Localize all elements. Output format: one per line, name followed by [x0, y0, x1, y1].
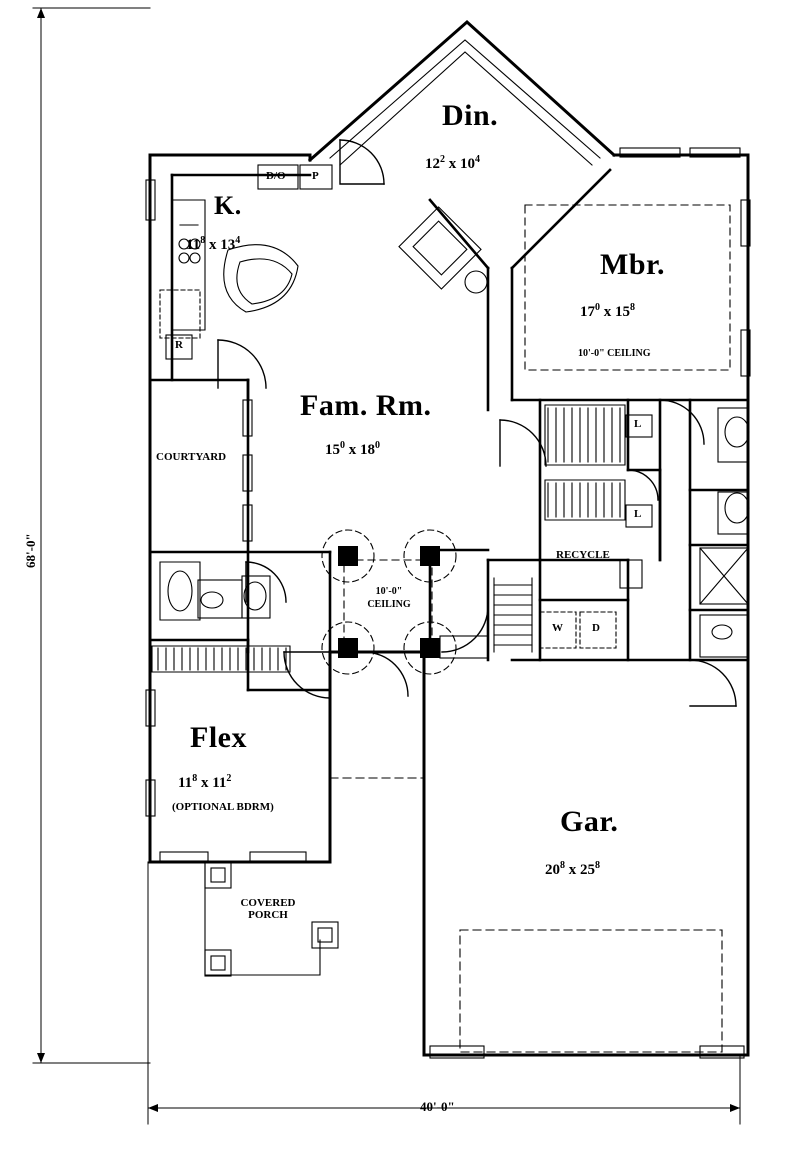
kitchen-x: x [208, 237, 217, 253]
kitchen-depth-in: 4 [235, 235, 241, 246]
dining-x: x [448, 156, 457, 172]
porch-line2: PORCH [248, 908, 288, 921]
area-label-courtyard: COURTYARD [156, 451, 227, 463]
foyer-ceiling-word: CEILING [367, 598, 411, 610]
room-label-kitchen: K. [214, 191, 242, 220]
area-label-covered-porch [228, 898, 308, 921]
dining-depth-ft: 10 [460, 156, 475, 172]
flex-depth-in: 2 [226, 773, 232, 784]
tag-linen-upper: L [634, 418, 642, 430]
tag-pantry: P [312, 170, 319, 182]
room-label-family-room: Fam. Rm. [300, 389, 432, 422]
mbr-width-in: 0 [595, 302, 600, 313]
dining-width-in: 2 [440, 154, 445, 165]
fam-width-ft: 15 [325, 442, 340, 458]
flex-x: x [200, 775, 209, 791]
flex-width-in: 8 [192, 773, 198, 784]
room-dims-dining [425, 155, 480, 173]
tag-washer: W [552, 622, 563, 634]
fam-x: x [348, 442, 357, 458]
dining-depth-in: 4 [475, 154, 480, 165]
flex-width-ft: 11 [178, 775, 193, 791]
kitchen-width-in: 8 [200, 235, 206, 246]
tag-refrigerator: R [175, 339, 183, 351]
foyer-ceiling-height: 10'-0" [375, 586, 403, 597]
room-label-dining: Din. [442, 99, 499, 132]
mbr-x: x [603, 304, 612, 320]
kitchen-width-ft: 11 [186, 237, 201, 253]
overall-width-dimension: 40'-0" [420, 1099, 455, 1114]
flex-depth-ft: 11 [212, 775, 227, 791]
room-label-master-bedroom: Mbr. [600, 248, 666, 281]
room-dims-kitchen [186, 236, 240, 254]
overall-height-dimension: 68'-0" [23, 533, 38, 568]
fam-depth-in: 0 [375, 440, 380, 451]
tag-linen-lower: L [634, 508, 642, 520]
room-dims-garage [545, 861, 600, 879]
garage-width-ft: 20 [545, 862, 560, 878]
mbr-depth-in: 8 [630, 302, 635, 313]
tag-dryer: D [592, 622, 600, 634]
garage-x: x [568, 862, 577, 878]
area-label-recycle: RECYCLE [556, 549, 610, 561]
mbr-width-ft: 17 [580, 304, 595, 320]
ceiling-note-master-bedroom: 10'-0" CEILING [578, 348, 651, 359]
garage-depth-ft: 25 [580, 862, 595, 878]
room-dims-family-room [325, 441, 380, 459]
kitchen-depth-ft: 13 [220, 237, 236, 253]
note-flex-optional-bedroom: (OPTIONAL BDRM) [172, 801, 274, 813]
room-label-flex: Flex [190, 721, 247, 754]
ceiling-note-foyer [360, 586, 418, 611]
fam-depth-ft: 18 [360, 442, 375, 458]
room-label-garage: Gar. [560, 805, 619, 838]
garage-width-in: 8 [560, 860, 565, 871]
room-dims-flex [178, 774, 231, 792]
dining-width-ft: 12 [425, 156, 440, 172]
tag-dishwasher-oven: D/O [266, 170, 286, 182]
room-dims-master-bedroom [580, 303, 635, 321]
garage-depth-in: 8 [595, 860, 600, 871]
mbr-depth-ft: 15 [615, 304, 630, 320]
fam-width-in: 0 [340, 440, 345, 451]
porch-line1: COVERED [240, 897, 296, 909]
